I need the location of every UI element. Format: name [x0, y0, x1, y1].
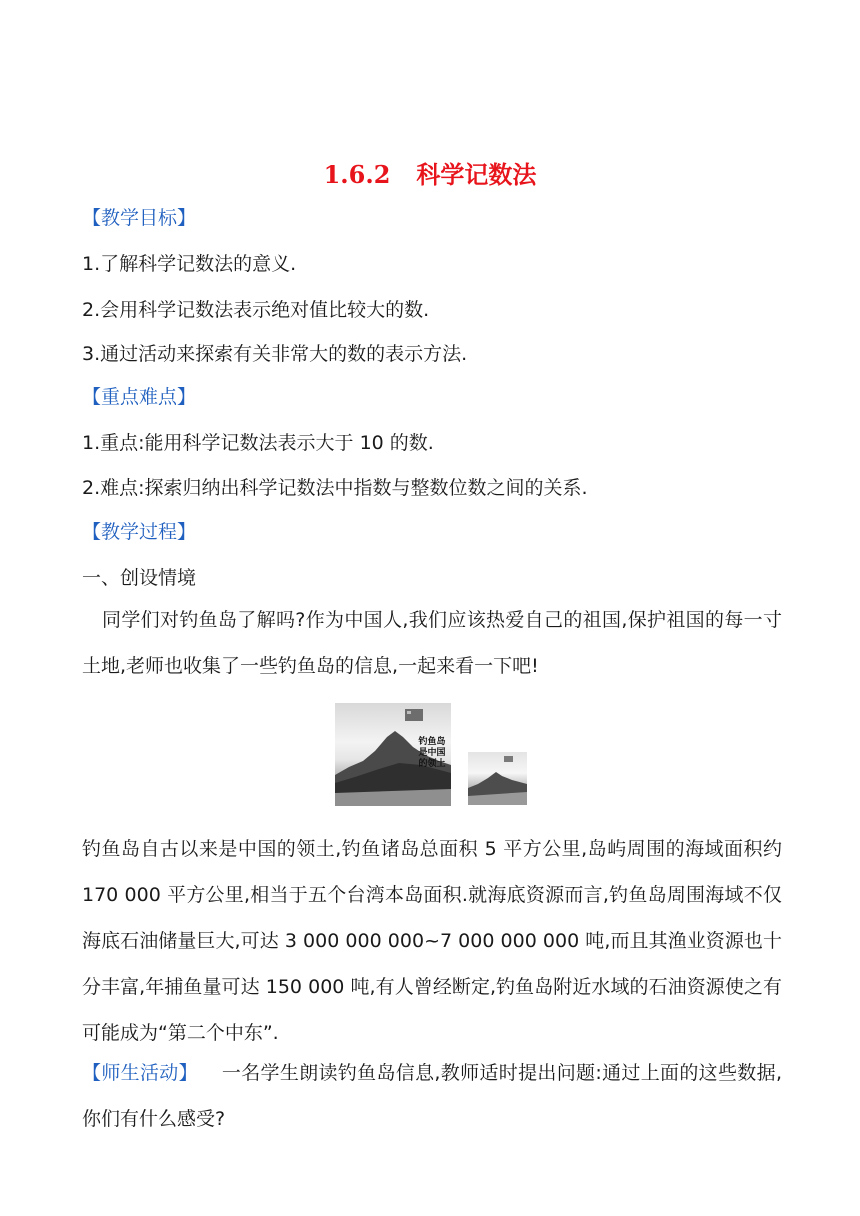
- section-heading-objectives: 【教学目标】: [82, 207, 197, 229]
- title-text: 科学记数法: [416, 160, 537, 189]
- photo-caption: 钓鱼岛是中国的领土: [418, 737, 446, 769]
- keypoint-item: 2.难点:探索归纳出科学记数法中指数与整数位数之间的关系.: [82, 477, 588, 499]
- diaoyu-island-photo: [335, 703, 451, 806]
- page-title: [0, 155, 860, 190]
- objective-item: 1.了解科学记数法的意义.: [82, 253, 297, 275]
- activity-label: 【师生活动】: [82, 1062, 198, 1084]
- section-heading-keypoints: 【重点难点】: [82, 386, 197, 408]
- step-heading: 一、创设情境: [82, 567, 197, 589]
- section-heading-process: 【教学过程】: [82, 521, 197, 543]
- activity-paragraph: [82, 1050, 782, 1142]
- intro-paragraph: 同学们对钓鱼岛了解吗?作为中国人,我们应该热爱自己的祖国,保护祖国的每一寸土地,老师也收集了一些钓鱼岛的信息,一起来看一下吧!: [82, 609, 782, 677]
- objective-item: 2.会用科学记数法表示绝对值比较大的数.: [82, 299, 430, 321]
- keypoint-item: 1.重点:能用科学记数法表示大于 10 的数.: [82, 432, 434, 454]
- activity-text: 一名学生朗读钓鱼岛信息,教师适时提出问题:通过上面的这些数据,你们有什么感受?: [82, 1062, 782, 1130]
- title-number: 1.6.2: [323, 160, 391, 189]
- diaoyu-island-photo-small: [468, 752, 527, 805]
- info-paragraph: 钓鱼岛自古以来是中国的领土,钓鱼诸岛总面积 5 平方公里,岛屿周围的海域面积约 170 000 平方公里,相当于五个台湾本岛面积.就海底资源而言,钓鱼岛周围海域不仅海底石油储量巨大,可达 3 000 000 000~7 000 000 000 吨,而且其渔业资源也十分丰富,年捕鱼量可达 150 000 吨,有人曾经断定,钓鱼岛附近水域的石油资源使之有可能成为“第二个中东”.: [82, 838, 782, 1044]
- objective-item: 3.通过活动来探索有关非常大的数的表示方法.: [82, 343, 468, 365]
